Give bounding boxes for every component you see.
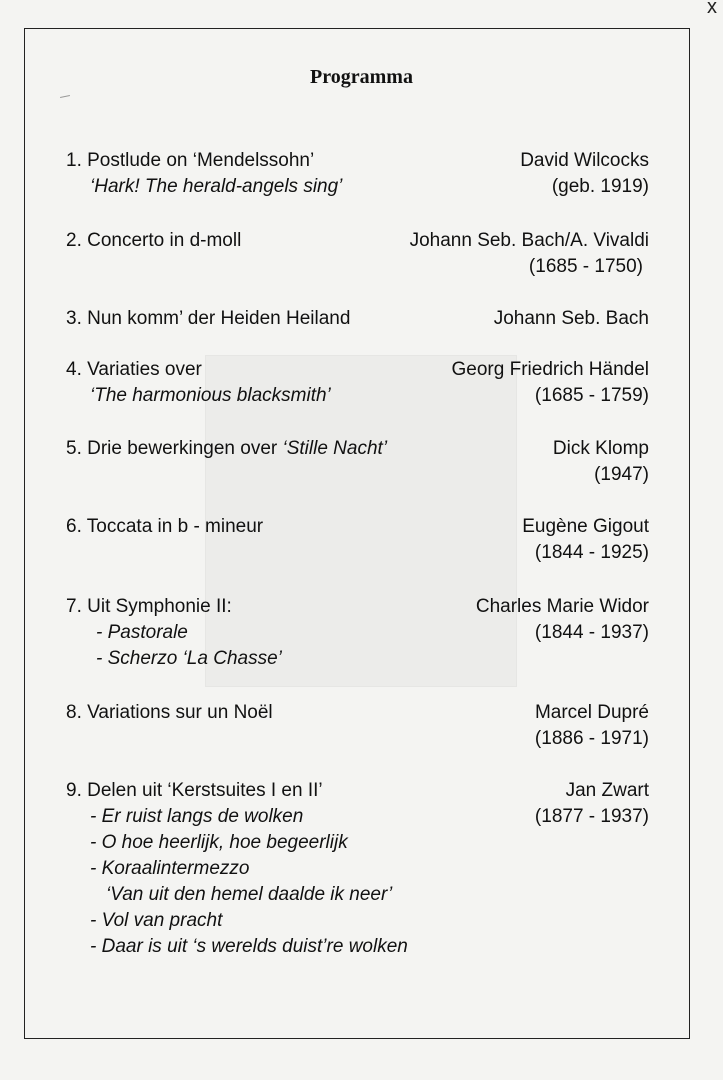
item-title: 5. Drie bewerkingen over ‘Stille Nacht’ — [66, 438, 388, 459]
item-composer: Dick Klomp — [552, 438, 649, 459]
program-item-1 — [66, 148, 649, 200]
item-part: - Koraalintermezzo — [90, 858, 250, 879]
item-composer: Georg Friedrich Händel — [451, 359, 649, 380]
item-title: 8. Variations sur un Noël — [66, 702, 273, 723]
item-composer: Johann Seb. Bach/A. Vivaldi — [409, 230, 649, 251]
program-item-7 — [66, 594, 649, 672]
item-dates: (1685 - 1750) — [528, 256, 643, 277]
item-composer: Eugène Gigout — [522, 516, 649, 537]
item-title: 6. Toccata in b - mineur — [66, 516, 264, 537]
item-part: - Pastorale — [96, 622, 188, 643]
item-title: 2. Concerto in d-moll — [66, 230, 242, 251]
item-title: 1. Postlude on ‘Mendelssohn’ — [66, 150, 315, 171]
page-title: Programma — [310, 66, 413, 88]
program-item-3 — [66, 306, 649, 332]
program-item-5 — [66, 436, 649, 488]
item-composer: Marcel Dupré — [534, 702, 649, 723]
item-dates: (1844 - 1937) — [534, 622, 649, 643]
item-composer: Johann Seb. Bach — [493, 308, 649, 329]
item-subtitle: ‘The harmonious blacksmith’ — [90, 385, 331, 406]
item-composer: David Wilcocks — [520, 150, 649, 171]
item-dates: (1877 - 1937) — [534, 806, 649, 827]
item-composer: Jan Zwart — [565, 780, 649, 801]
item-title: 7. Uit Symphonie II: — [66, 596, 232, 617]
item-part: - O hoe heerlijk, hoe begeerlijk — [90, 832, 348, 853]
item-title: 3. Nun komm’ der Heiden Heiland — [66, 308, 351, 329]
item-part: ‘Van uit den hemel daalde ik neer’ — [106, 884, 393, 905]
program-item-9 — [66, 778, 649, 960]
item-title: 9. Delen uit ‘Kerstsuites I en II’ — [66, 780, 323, 801]
program-item-4 — [66, 357, 649, 409]
item-part: - Scherzo ‘La Chasse’ — [96, 648, 282, 669]
item-subtitle: ‘Hark! The herald-angels sing’ — [90, 176, 343, 197]
item-title: 4. Variaties over — [66, 359, 202, 380]
program-item-8 — [66, 700, 649, 752]
item-dates: (1947) — [594, 464, 649, 485]
program-item-6 — [66, 514, 649, 566]
item-part: - Daar is uit ‘s werelds duist’re wolken — [90, 936, 408, 957]
item-dates: (geb. 1919) — [551, 176, 649, 197]
item-dates: (1886 - 1971) — [534, 728, 649, 749]
item-composer: Charles Marie Widor — [475, 596, 649, 617]
item-dates: (1844 - 1925) — [534, 542, 649, 563]
item-part: - Vol van pracht — [90, 910, 223, 931]
item-dates: (1685 - 1759) — [534, 385, 649, 406]
item-part: - Er ruist langs de wolken — [90, 806, 304, 827]
close-icon[interactable]: x — [707, 0, 717, 18]
program-item-2 — [66, 228, 649, 280]
